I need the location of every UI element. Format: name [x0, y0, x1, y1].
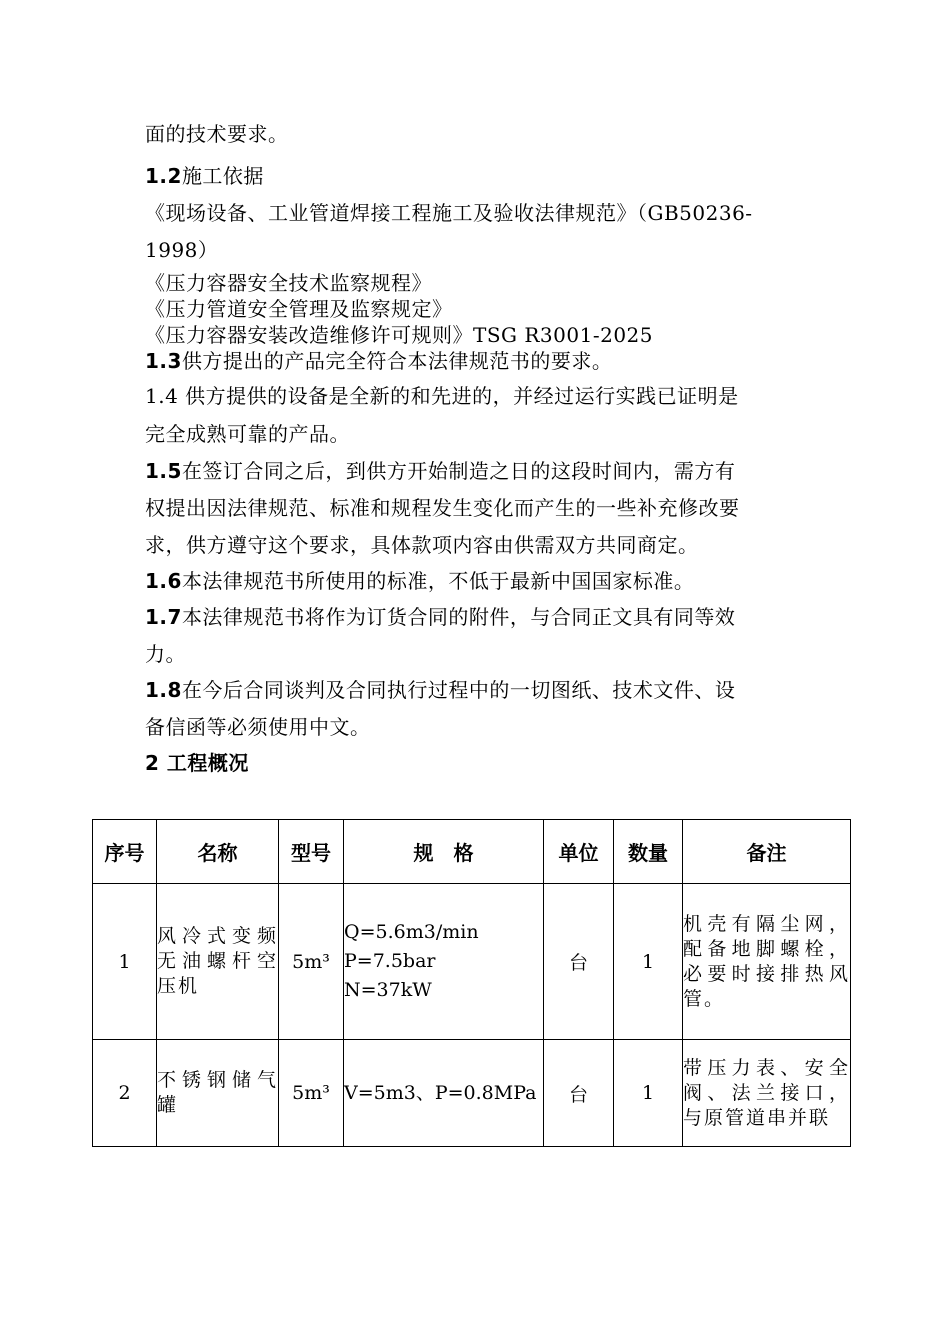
text-line: 面的技术要求。 — [145, 122, 289, 146]
cell-no: 1 — [93, 884, 157, 1040]
spec-line: Q=5.6m3/min — [344, 921, 479, 943]
text-line: 完全成熟可靠的产品。 — [145, 422, 350, 446]
cell-name: 风冷式变频无油螺杆空压机 — [157, 884, 279, 1040]
cell-unit: 台 — [544, 1040, 614, 1147]
cell-no: 2 — [93, 1040, 157, 1147]
cell-model: 5m³ — [279, 1040, 344, 1147]
text-line: 权提出因法律规范、标准和规程发生变化而产生的一些补充修改要 — [145, 496, 740, 520]
spec-line: V=5m3、P=0.8MPa — [344, 1081, 537, 1104]
clause-1-4: 1.4 供方提供的设备是全新的和先进的，并经过运行实践已证明是 — [145, 384, 739, 408]
section-heading-1-2: 1.2施工依据 — [145, 164, 264, 188]
text-line: 《压力容器安全技术监察规程》 — [145, 271, 432, 295]
clause-1-6: 1.6本法律规范书所使用的标准，不低于最新中国国家标准。 — [145, 569, 695, 593]
header-cell-note: 备注 — [683, 820, 851, 884]
cell-qty: 1 — [614, 884, 683, 1040]
text-line: 备信函等必须使用中文。 — [145, 715, 371, 739]
cell-model: 5m³ — [279, 884, 344, 1040]
clause-1-3: 1.3供方提出的产品完全符合本法律规范书的要求。 — [145, 349, 613, 373]
header-cell-model: 型号 — [279, 820, 344, 884]
spec-line: P=7.5bar — [344, 950, 436, 972]
header-cell-qty: 数量 — [614, 820, 683, 884]
cell-note: 机壳有隔尘网，配备地脚螺栓，必要时接排热风管。 — [683, 884, 851, 1040]
cell-unit: 台 — [544, 884, 614, 1040]
spec-line: N=37kW — [344, 979, 432, 1001]
header-cell-unit: 单位 — [544, 820, 614, 884]
cell-spec — [344, 1040, 544, 1147]
cell-note: 带压力表、安全阀、法兰接口，与原管道串并联 — [683, 1040, 851, 1147]
clause-1-5: 1.5在签订合同之后，到供方开始制造之日的这段时间内，需方有 — [145, 459, 736, 483]
cell-name: 不锈钢储气罐 — [157, 1040, 279, 1147]
header-cell-no: 序号 — [93, 820, 157, 884]
text-line: 力。 — [145, 642, 186, 666]
table-row — [93, 884, 851, 1040]
text-line: 求，供方遵守这个要求，具体款项内容由供需双方共同商定。 — [145, 533, 699, 557]
clause-1-7: 1.7本法律规范书将作为订货合同的附件，与合同正文具有同等效 — [145, 605, 736, 629]
text-line: 《现场设备、工业管道焊接工程施工及验收法律规范》（GB50236- — [145, 201, 753, 225]
text-line: 《压力容器安装改造维修许可规则》TSG R3001-2025 — [145, 323, 653, 347]
equipment-table — [92, 819, 851, 1147]
table-row — [93, 1040, 851, 1147]
header-cell-name: 名称 — [157, 820, 279, 884]
cell-spec — [344, 884, 544, 1040]
text-line: 1998） — [145, 238, 219, 262]
section-heading-2: 2 工程概况 — [145, 751, 249, 775]
cell-qty: 1 — [614, 1040, 683, 1147]
clause-1-8: 1.8在今后合同谈判及合同执行过程中的一切图纸、技术文件、设 — [145, 678, 736, 702]
table-header-row — [93, 820, 851, 884]
header-cell-spec: 规 格 — [344, 820, 544, 884]
text-line: 《压力管道安全管理及监察规定》 — [145, 297, 453, 321]
